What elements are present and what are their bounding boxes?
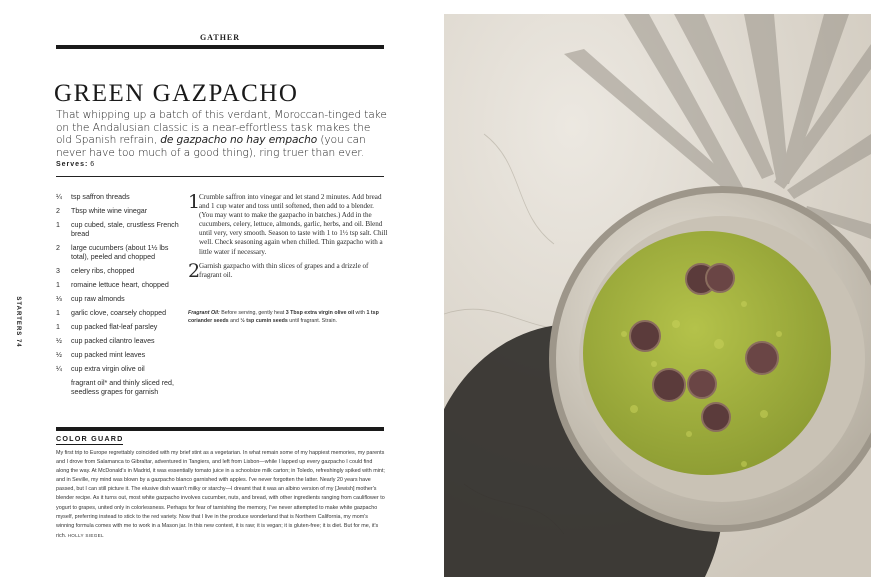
- ingredient-text: cup extra virgin olive oil: [71, 365, 145, 373]
- ingredient-text: tsp saffron threads: [71, 193, 130, 201]
- intro-text-1: That whipping up a batch of this verdant, Moroccan-tinged take on the Andalusian classic is a near-effortless task makes the old Spanish refrain,: [56, 109, 387, 147]
- ingredient-text: romaine lettuce heart, chopped: [71, 281, 169, 289]
- ingredient-item: [56, 244, 181, 262]
- intro-text-2: (you can never have too much of a good thing), ring truer than ever.: [56, 134, 366, 159]
- ingredients-rule: [56, 176, 384, 177]
- ingredient-text: cup cubed, stale, crustless French bread: [71, 221, 179, 238]
- recipe-steps: [188, 193, 388, 285]
- step-number: 2: [188, 259, 201, 282]
- ingredient-qty: 3: [56, 267, 60, 275]
- fragrant-oil-text: until fragrant. Strain.: [287, 317, 337, 324]
- fragrant-oil-ingredient: 3 Tbsp extra virgin olive oil: [285, 310, 355, 316]
- intro-phrase: de gazpacho no hay empacho: [160, 134, 318, 147]
- ingredient-qty: 1: [56, 309, 60, 317]
- ingredient-qty: ⅓: [56, 295, 62, 303]
- ingredient-text: cup packed cilantro leaves: [71, 337, 155, 345]
- ingredient-item: [56, 281, 181, 290]
- ingredient-item: [56, 193, 181, 202]
- serves-value: 6: [90, 161, 95, 168]
- gazpacho-photo: [444, 14, 871, 577]
- sidebar-title: COLOR GUARD: [56, 434, 124, 443]
- ingredient-qty: 1: [56, 323, 60, 331]
- header-rule: [56, 45, 384, 49]
- ingredient-item: [56, 267, 181, 276]
- ingredient-item: [56, 295, 181, 304]
- ingredient-text: cup packed mint leaves: [71, 351, 146, 359]
- ingredient-text: fragrant oil* and thinly sliced red, seedless grapes for garnish: [71, 379, 174, 396]
- ingredient-item: [56, 323, 181, 332]
- ingredient-text: Tbsp white wine vinegar: [71, 207, 148, 215]
- ingredient-qty: [56, 379, 71, 397]
- serves-line: [56, 161, 94, 168]
- step-number: 1: [188, 191, 201, 213]
- ingredient-item: [56, 309, 181, 318]
- sidebar-byline: HOLLY SIEGEL: [67, 532, 104, 538]
- ingredient-item: [56, 207, 181, 216]
- ingredient-item: [56, 365, 181, 374]
- ingredient-item: [56, 351, 181, 360]
- fragrant-oil-label: Fragrant Oil:: [188, 310, 220, 316]
- step-text: Crumble saffron into vinegar and let stand 2 minutes. Add bread and 1 cup water and toss until softened, then add to a blender. (You may want to make the gazpacho in batches.) Add in the cucumbers, celery, lettuce, almonds, garlic, herbs, and oil. Blend until very, very smooth. Season to taste with 1 to 1½ tsp salt. Chill well. Check seasoning again when chilled. Thin gazpacho with a little water if necessary.: [199, 193, 388, 256]
- side-label-text: STARTERS 74: [15, 296, 21, 348]
- serves-label: Serves:: [56, 161, 89, 168]
- ingredient-qty: ¼: [56, 193, 62, 201]
- ingredient-text: celery ribs, chopped: [71, 267, 135, 275]
- sidebar-rule-top: [56, 427, 384, 431]
- recipe-intro: [56, 109, 388, 159]
- side-section-label: [14, 297, 22, 347]
- step-item: [188, 259, 388, 282]
- fragrant-oil-text: Before serving, gently heat: [219, 310, 286, 316]
- ingredient-text: large cucumbers (about 1½ lbs total), peeled and chopped: [71, 244, 169, 261]
- fragrant-oil-ingredient: ½ tsp cumin seeds: [240, 317, 288, 324]
- ingredient-text: garlic clove, coarsely chopped: [71, 309, 167, 317]
- step-item: [188, 193, 388, 257]
- recipe-title: GREEN GAZPACHO: [54, 80, 299, 107]
- photo-page: [444, 14, 871, 577]
- ingredient-qty: ½: [56, 337, 62, 345]
- section-label: GATHER: [199, 33, 241, 42]
- sidebar-text: My first trip to Europe regrettably coincided with my brief stint as a vegetarian. In what remain some of my happiest memories, my parents and I drove from Salamanca to Gibraltar, adventured in Tangiers, and left from Lisbon—while I lapped up every gazpacho I could find along the way. At McDonald's in Madrid, it was essentially tomato juice in a schoolsize milk carton; in Toledo, refreshingly spiked with mint; and in Seville, my mind was blown by a gazpacho blanco garnished with apples. I've never forgotten the latter. Nearly 20 years have passed, but I can still picture it. The elusive dish wasn't milky or starchy—I dreamt that it was an albino version of my [Jewish] mother's blender recipe. As it turns out, most white gazpacho involves cucumber, nuts, and bread, with other ingredients ranging from cauliflower to yogurt to grapes, united only in colorlessness. Perhaps for fear of tarnishing the memory, I've never attempted to make white gazpacho myself, preferring instead to stick to the red variety. Now that I live in the produce wonderland that is Northern California, my mom's winning formula comes with me to work in a Mason jar. In this new context, it is raw; it is vegan; it is gluten-free; it is diet. But for me, it's rich.: [56, 450, 385, 539]
- ingredient-text: cup raw almonds: [71, 295, 125, 303]
- ingredient-qty: 1: [56, 281, 60, 289]
- ingredient-item: [56, 379, 181, 397]
- fragrant-oil-note: [188, 310, 388, 325]
- step-text: Garnish gazpacho with thin slices of grapes and a drizzle of fragrant oil.: [199, 261, 369, 279]
- ingredient-qty: 1: [56, 221, 60, 229]
- ingredient-qty: 2: [56, 244, 60, 252]
- ingredient-item: [56, 337, 181, 346]
- sidebar-title-underline: [56, 444, 123, 445]
- ingredient-item: [56, 221, 181, 239]
- ingredient-qty: ½: [56, 351, 62, 359]
- ingredient-qty: 2: [56, 207, 60, 215]
- fragrant-oil-ingredient: 1 tsp coriander seeds: [188, 310, 379, 324]
- sidebar-body: [56, 449, 386, 541]
- fragrant-oil-text: and: [228, 317, 241, 324]
- ingredient-qty: ¼: [56, 365, 62, 373]
- ingredient-list: [56, 193, 181, 397]
- fragrant-oil-text: with: [354, 310, 367, 316]
- ingredient-text: cup packed flat-leaf parsley: [71, 323, 158, 331]
